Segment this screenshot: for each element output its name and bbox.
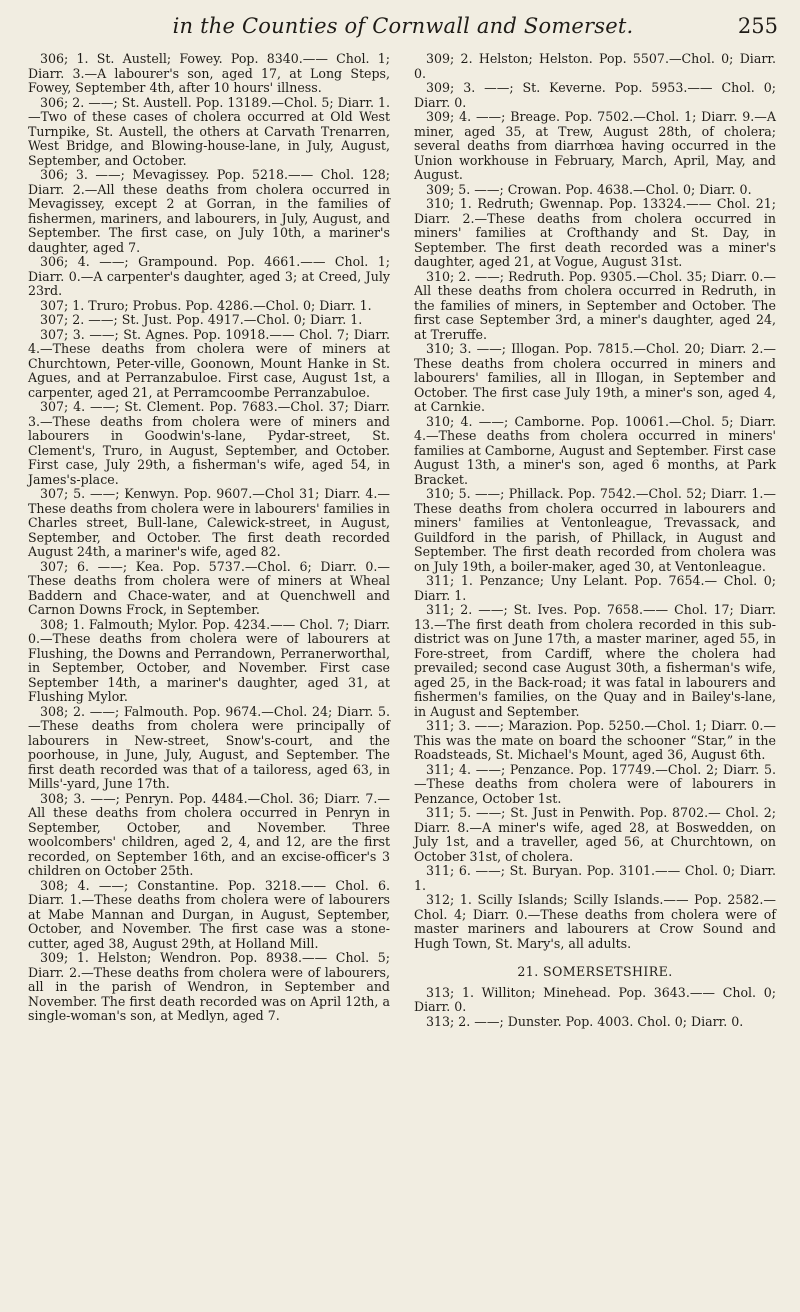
registration-entry: 310; 5. ——; Phillack. Pop. 7542.—Chol. 52; Diarr. 1.—These deaths from cholera occurred in labourers and miners' families at Ventonleague, Trevassack, and Guildford in the parish, of Phillack, in August and September. The first death recorded from cholera was on July 19th, a boiler-maker, aged 30, at Ventonleague. — [414, 486, 776, 574]
registration-entry: 311; 2. ——; St. Ives. Pop. 7658.—— Chol. 17; Diarr. 13.—The first death from cholera recorded in this sub-district was on June 17th, a master mariner, aged 55, in Fore-street, from Cardiff, where the cholera had prevailed; second case August 30th, a fisherman's wife, aged 25, in the Back-road; it was fatal in labourers and fishermen's families, on the Quay and in Bailey's-lane, in August and September. — [414, 602, 776, 719]
registration-entry: 306; 1. St. Austell; Fowey. Pop. 8340.—— Chol. 1; Diarr. 3.—A labourer's son, aged 17, at Long Steps, Fowey, September 4th, after 10 hours' illness. — [28, 51, 390, 95]
registration-entry: 308; 3. ——; Penryn. Pop. 4484.—Chol. 36; Diarr. 7.—All these deaths from cholera occurred in Penryn in September, October, and November. Three woolcombers' children, aged 2, 4, and 12, are the first recorded, on September 16th, and an excise-officer's 3 children on October 25th. — [28, 790, 390, 878]
registration-entry: 310; 2. ——; Redruth. Pop. 9305.—Chol. 35; Diarr. 0.—All these deaths from cholera occurred in Redruth, in the families of miners, in September and October. The first case September 3rd, a miner's daughter, aged 24, at Treruffe. — [414, 268, 776, 342]
registration-entry: 311; 4. ——; Penzance. Pop. 17749.—Chol. 2; Diarr. 5.—These deaths from cholera were of labourers in Penzance, October 1st. — [414, 761, 776, 806]
running-header — [28, 10, 778, 40]
registration-entry: 310; 4. ——; Camborne. Pop. 10061.—Chol. 5; Diarr. 4.—These deaths from cholera occurred in miners' families at Camborne, August and September. First case August 13th, a miner's son, aged 6 months, at Park Bracket. — [414, 413, 776, 487]
registration-entry: 311; 1. Penzance; Uny Lelant. Pop. 7654.— Chol. 0; Diarr. 1. — [414, 573, 776, 603]
right-column — [414, 52, 776, 1029]
registration-entry: 308; 4. ——; Constantine. Pop. 3218.—— Chol. 6. Diarr. 1.—These deaths from cholera were of labourers at Mabe Mannan and Durgan, in August, September, October, and November. The first case was a stone-cutter, aged 38, August 29th, at Holland Mill. — [28, 877, 390, 951]
registration-entry: 309; 4. ——; Breage. Pop. 7502.—Chol. 1; Diarr. 9.—A miner, aged 35, at Trew, August 28th, of cholera; several deaths from diarrhœa having occurred in the Union workhouse in February, March, April, May, and August. — [414, 109, 776, 182]
registration-entry: 311; 5. ——; St. Just in Penwith. Pop. 8702.— Chol. 2; Diarr. 8.—A miner's wife, aged 28, at Boswedden, on July 1st, and a traveller, aged 56, at Churchtown, on October 31st, of cholera. — [414, 805, 776, 864]
registration-entry: 309; 3. ——; St. Keverne. Pop. 5953.—— Chol. 0; Diarr. 0. — [414, 80, 776, 110]
registration-entry: 311; 3. ——; Marazion. Pop. 5250.—Chol. 1; Diarr. 0.—This was the mate on board the schooner “Star,” in the Roadsteads, St. Michael's Mount, aged 36, August 6th. — [414, 718, 776, 762]
right-column-entries — [414, 52, 776, 951]
page-number: 255 — [737, 14, 778, 38]
registration-entry: 309; 5. ——; Crowan. Pop. 4638.—Chol. 0; Diarr. 0. — [426, 181, 752, 197]
registration-entry: 307; 5. ——; Kenwyn. Pop. 9607.—Chol 31; Diarr. 4.—These deaths from cholera were in labourers' families in Charles street, Bull-lane, Calewick-street, in August, September, and October. The first death recorded August 24th, a mariner's wife, aged 82. — [28, 486, 390, 559]
section-heading: 21. SOMERSETSHIRE. — [517, 964, 673, 979]
registration-entry: 308; 2. ——; Falmouth. Pop. 9674.—Chol. 24; Diarr. 5.—These deaths from cholera were principally of labourers in New-street, Snow's-court, and the poorhouse, in June, July, August, and September. The first death recorded was that of a tailoress, aged 63, in Mills'-yard, June 17th. — [28, 703, 390, 791]
registration-entry: 312; 1. Scilly Islands; Scilly Islands.—— Pop. 2582.—Chol. 4; Diarr. 0.—These deaths from cholera were of master mariners and labourers at Crow Sound and Hugh Town, St. Mary's, all adults. — [414, 892, 776, 951]
registration-entry: 311; 6. ——; St. Buryan. Pop. 3101.—— Chol. 0; Diarr. 1. — [414, 863, 776, 893]
registration-entry: 307; 2. ——; St. Just. Pop. 4917.—Chol. 0; Diarr. 1. — [40, 312, 363, 327]
registration-entry: 309; 1. Helston; Wendron. Pop. 8938.—— Chol. 5; Diarr. 2.—These deaths from cholera were of labourers, all in the parish of Wendron, in September and November. The first death recorded was on April 12th, a single-woman's son, at Medlyn, aged 7. — [28, 950, 390, 1023]
right-column-entries-after — [414, 986, 776, 1030]
registration-entry: 310; 1. Redruth; Gwennap. Pop. 13324.—— Chol. 21; Diarr. 2.—These deaths from cholera occurred in miners' families at Crofthandy and St. Day, in September. The first death recorded was a miner's daughter, aged 21, at Vogue, August 31st. — [414, 196, 776, 269]
registration-entry: 307; 3. ——; St. Agnes. Pop. 10918.—— Chol. 7; Diarr. 4.—These deaths from cholera were of miners at Churchtown, Peter-ville, Goonown, Mount Hanke in St. Agues, and at Perranzabuloe. First case, August 1st, a carpenter, aged 21, at Perramcoombe Perranzabuloe. — [28, 326, 390, 400]
left-column — [28, 52, 390, 1024]
registration-entry: 306; 4. ——; Grampound. Pop. 4661.—— Chol. 1; Diarr. 0.—A carpenter's daughter, aged 3; at Creed, July 23rd. — [28, 254, 390, 298]
registration-entry: 313; 2. ——; Dunster. Pop. 4003. Chol. 0; Diarr. 0. — [426, 1013, 744, 1029]
registration-entry: 306; 2. ——; St. Austell. Pop. 13189.—Chol. 5; Diarr. 1.—Two of these cases of cholera occurred at Old West Turnpike, St. Austell, the others at Carvath Trenarren, West Bridge, and Blowing-house-lane, in July, August, September, and October. — [28, 94, 390, 168]
registration-entry: 308; 1. Falmouth; Mylor. Pop. 4234.—— Chol. 7; Diarr. 0.—These deaths from cholera were of labourers at Flushing, the Downs and Perrandown, Perranerworthal, in September, October, and November. First case September 14th, a mariner's daughter, aged 31, at Flushing Mylor. — [28, 616, 390, 704]
registration-entry: 313; 1. Williton; Minehead. Pop. 3643.—— Chol. 0; Diarr. 0. — [414, 984, 776, 1014]
registration-entry: 307; 6. ——; Kea. Pop. 5737.—Chol. 6; Diarr. 0.—These deaths from cholera were of miners at Wheal Baddern and Chace-water, and at Quenchwell and Carnon Downs Frock, in September. — [28, 558, 390, 617]
running-title: in the Counties of Cornwall and Somerset. — [172, 14, 634, 38]
registration-entry: 310; 3. ——; Illogan. Pop. 7815.—Chol. 20; Diarr. 2.—These deaths from cholera occurred in miners and labourers' families, all in Illogan, in September and October. The first case July 19th, a miner's son, aged 4, at Carnkie. — [414, 341, 776, 414]
registration-entry: 306; 3. ——; Mevagissey. Pop. 5218.—— Chol. 128; Diarr. 2.—All these deaths from cholera occurred in Mevagissey, except 2 at Gorran, in the families of fishermen, mariners, and labourers, in July, August, and September. The first case, on July 10th, a mariner's daughter, aged 7. — [28, 167, 390, 255]
registration-entry: 307; 1. Truro; Probus. Pop. 4286.—Chol. 0; Diarr. 1. — [40, 297, 372, 313]
registration-entry: 309; 2. Helston; Helston. Pop. 5507.—Chol. 0; Diarr. 0. — [414, 51, 776, 81]
registration-entry: 307; 4. ——; St. Clement. Pop. 7683.—Chol. 37; Diarr. 3.—These deaths from cholera were of miners and labourers in Goodwin's-lane, Pydar-street, St. Clement's, Truro, in August, September, and October. First case, July 29th, a fisherman's wife, aged 54, in James's-place. — [28, 399, 390, 487]
